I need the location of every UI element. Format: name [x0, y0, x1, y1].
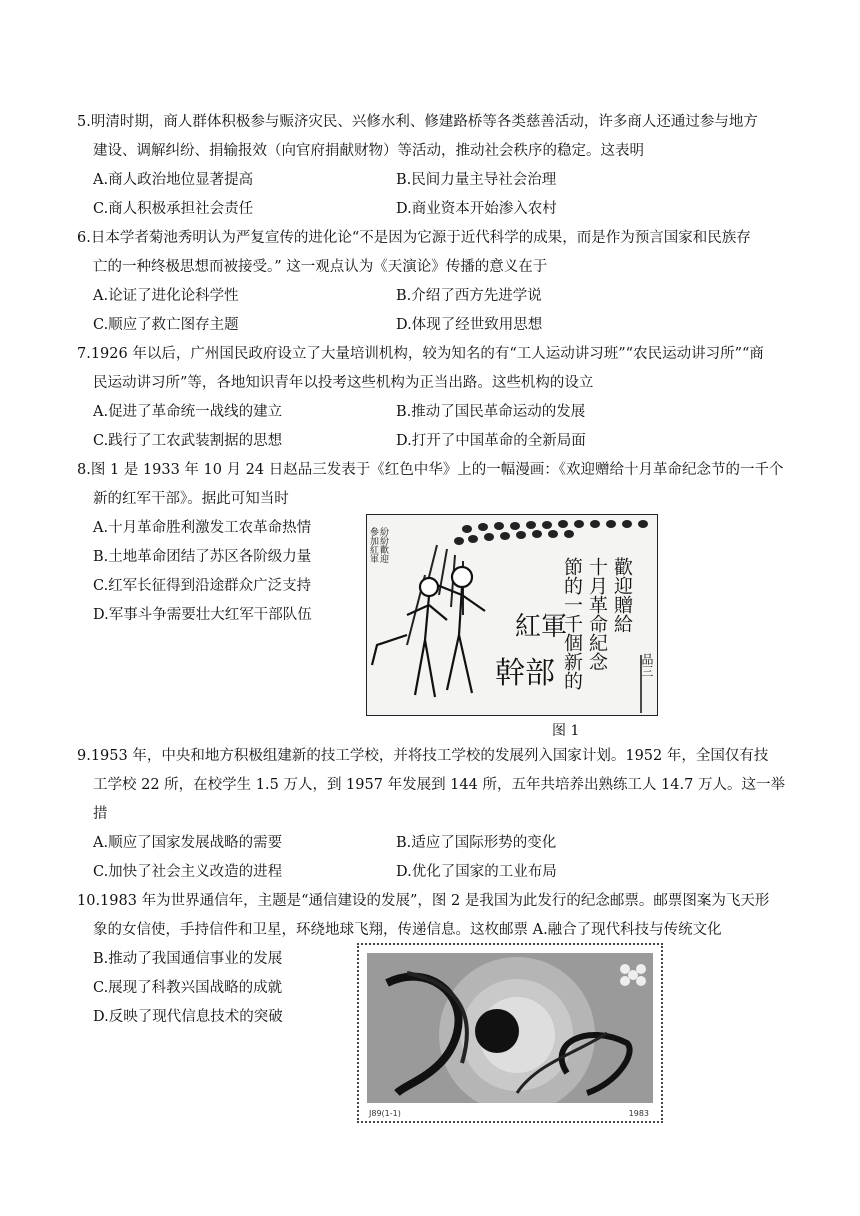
q7-option-b[interactable]: B.推动了国民革命运动的发展	[396, 404, 586, 420]
q7-option-a[interactable]: A.促进了革命统一战线的建立	[93, 404, 283, 420]
q6-stem-line1: 6.日本学者菊池秀明认为严复宣传的进化论“不是因为它源于近代科学的成果，而是作为预言国家和民族存	[77, 230, 751, 246]
stamp-year: 1983	[628, 1109, 649, 1118]
q6-option-d[interactable]: D.体现了经世致用思想	[396, 317, 543, 333]
crowd-marks	[454, 520, 648, 545]
q7-stem-line2: 民运动讲习所”等，各地知识青年以投考这些机构为正当出路。这些机构的设立	[93, 375, 594, 391]
q10-option-c[interactable]: C.展现了科教兴国战略的成就	[93, 980, 283, 996]
q6-option-b[interactable]: B.介绍了西方先进学说	[396, 288, 542, 304]
q9-stem-line3: 措	[93, 806, 108, 822]
q9-option-c[interactable]: C.加快了社会主义改造的进程	[93, 864, 283, 880]
q9-stem-line1: 9.1953 年，中央和地方积极组建新的技工学校，并将技工学校的发展列入国家计划。1952 年，全国仅有技	[77, 748, 769, 764]
cartoon-text-red-army: 紅軍	[515, 612, 568, 642]
marching-figures	[372, 567, 485, 697]
q9-option-d[interactable]: D.优化了国家的工业布局	[396, 864, 557, 880]
q8-stem-line2: 新的红军干部》。据此可知当时	[93, 491, 289, 507]
q6-option-c[interactable]: C.顺应了救亡图存主题	[93, 317, 239, 333]
q10-option-d[interactable]: D.反映了现代信息技术的突破	[93, 1009, 283, 1025]
q9-stem-line2: 工学校 22 所，在校学生 1.5 万人，到 1957 年发展到 144 所，五年共培养出熟练工人 14.7 万人。这一举	[93, 777, 785, 793]
q5-option-d[interactable]: D.商业资本开始渗入农村	[396, 201, 557, 217]
q5-stem-line2: 建设、调解纠纷、捐输报效（向官府捐献财物）等活动，推动社会秩序的稳定。这表明	[93, 143, 644, 159]
q9-option-b[interactable]: B.适应了国际形势的变化	[396, 835, 557, 851]
cartoon-text-col1: 歡迎贈給	[611, 557, 633, 633]
q8-stem-line1: 8.图 1 是 1933 年 10 月 24 日赵品三发表于《红色中华》上的一幅漫画：《欢迎赠给十月革命纪念节的一千个	[77, 462, 784, 478]
figure-1-caption: 图 1	[552, 723, 580, 739]
q10-option-b[interactable]: B.推动了我国通信事业的发展	[93, 951, 283, 967]
figure-2-stamp	[357, 943, 663, 1123]
q8-option-c[interactable]: C.红军长征得到沿途群众广泛支持	[93, 578, 312, 594]
stamp-artwork	[367, 953, 653, 1103]
cartoon-text-col3: 節的一千個新的	[561, 557, 583, 690]
cartoon-illustration	[367, 515, 657, 715]
stamp-code: J89(1-1)	[369, 1109, 401, 1118]
q5-option-c[interactable]: C.商人积极承担社会责任	[93, 201, 254, 217]
figure-1-cartoon	[366, 514, 658, 716]
q9-option-a[interactable]: A.顺应了国家发展战略的需要	[93, 835, 283, 851]
q8-option-d[interactable]: D.军事斗争需要壮大红军干部队伍	[93, 607, 312, 623]
earth-circle	[475, 1009, 519, 1053]
cartoon-text-col2: 十月革命紀念	[586, 557, 608, 671]
q7-stem-line1: 7.1926 年以后，广州国民政府设立了大量培训机构，较为知名的有“工人运动讲习班”“农民运动讲习所”“商	[77, 346, 764, 362]
q10-stem-line2: 象的女信使，手持信件和卫星，环绕地球飞翔，传递信息。这枚邮票 A.融合了现代科技与传统文化	[93, 922, 722, 938]
q5-option-b[interactable]: B.民间力量主导社会治理	[396, 172, 557, 188]
q5-option-a[interactable]: A.商人政治地位显著提高	[93, 172, 254, 188]
q8-option-b[interactable]: B.土地革命团结了苏区各阶级力量	[93, 549, 312, 565]
q7-option-d[interactable]: D.打开了中国革命的全新局面	[396, 433, 586, 449]
q5-stem-line1: 5.明清时期，商人群体积极参与赈济灾民、兴修水利、修建路桥等各类慈善活动，许多商人还通过参与地方	[77, 114, 758, 130]
cartoon-banner-right: 參加紅軍	[368, 527, 378, 563]
q10-stem-line1: 10.1983 年为世界通信年，主题是“通信建设的发展”，图 2 是我国为此发行的纪念邮票。邮票图案为飞天形	[77, 893, 770, 909]
q7-option-c[interactable]: C.践行了工农武装割据的思想	[93, 433, 283, 449]
q8-option-a[interactable]: A.十月革命胜利激发工农革命热情	[93, 520, 312, 536]
stamp-illustration	[367, 953, 653, 1103]
cartoon-banner-left: 紛紛歡迎	[378, 527, 388, 563]
cartoon-text-cadres: 幹部	[495, 656, 555, 691]
cartoon-calligraphy	[368, 526, 654, 691]
q6-stem-line2: 亡的一种终极思想而被接受。” 这一观点认为《天演论》传播的意义在于	[93, 259, 548, 275]
cartoon-signature: 品三	[640, 653, 654, 677]
q6-option-a[interactable]: A.论证了进化论科学性	[93, 288, 239, 304]
